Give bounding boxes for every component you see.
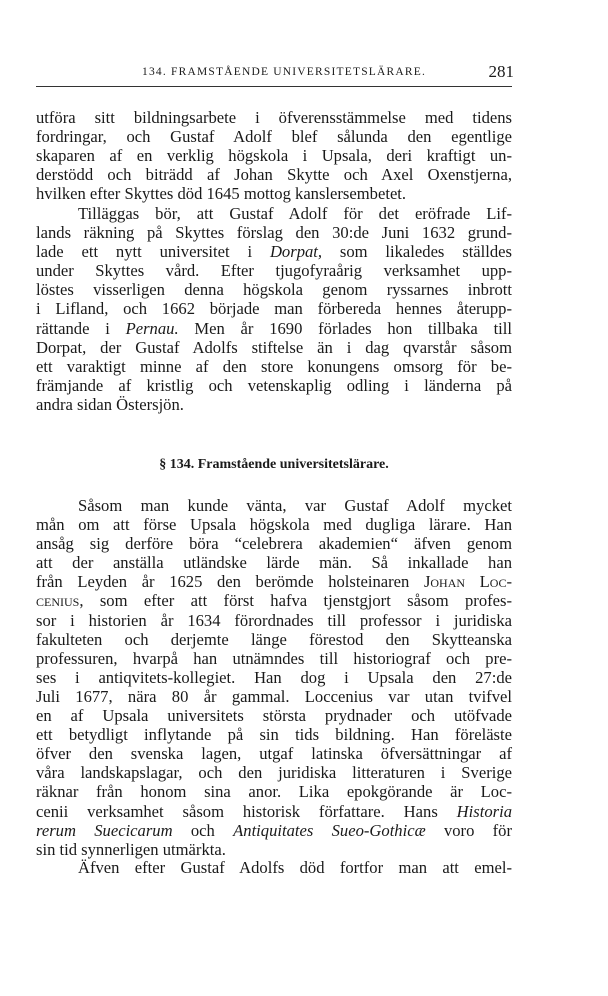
text-line: professuren, hvarpå han utnämndes till historiograf och pre- bbox=[36, 648, 512, 668]
small-caps-name: Johan Loc- bbox=[423, 572, 513, 592]
text-run: som efter att först hafva tjenstgjort såsom profes- bbox=[83, 591, 512, 611]
text-line: under Skyttes vård. Efter tjugofyraårig verksamhet upp- bbox=[36, 261, 512, 281]
section-heading: § 134. Framstående universitetslärare. bbox=[159, 457, 389, 472]
paragraph-continuation bbox=[36, 108, 512, 203]
italic-title: rerum Suecicarum bbox=[36, 820, 173, 840]
text-run: Men år 1690 förlades hon tillbaka till bbox=[178, 318, 513, 338]
text-line bbox=[36, 591, 512, 610]
text-line: främjande af kristlig och vetenskaplig odling i länderna på bbox=[36, 375, 512, 395]
paragraph-dorpat bbox=[36, 204, 512, 414]
text-line: ett varaktigt minne af den store konungens omsorg för be- bbox=[36, 356, 512, 376]
text-run: voro för bbox=[425, 820, 513, 840]
text-line bbox=[36, 242, 512, 261]
text-line: utföra sitt bildningsarbete i öfverensstämmelse med tidens bbox=[36, 108, 512, 127]
text-line: ansåg sig derföre böra “celebrera akademien“ äfven genom bbox=[36, 534, 512, 554]
text-run: lade ett nytt universitet i bbox=[36, 242, 270, 262]
text-line: Juli 1677, nära 80 år gammal. Loccenius var utan tvifvel bbox=[36, 686, 512, 706]
text-line: löstes visserligen denna högskola genom ryssarnes inbrott bbox=[36, 280, 512, 300]
text-line: räknar från honom sina anor. Lika epokgörande är Loc- bbox=[36, 782, 512, 802]
text-line: Tilläggas bör, att Gustaf Adolf för det eröfrade Lif- bbox=[78, 204, 512, 223]
text-line: andra sidan Östersjön. bbox=[36, 394, 184, 414]
text-run: och bbox=[172, 820, 234, 840]
text-line: ses i antiqvitets-kollegiet. Han dog i Upsala den 27:de bbox=[36, 667, 512, 687]
italic-title: Historia bbox=[456, 801, 512, 821]
text-line bbox=[36, 319, 512, 338]
text-run: rättande i bbox=[36, 318, 126, 338]
text-line: Dorpat, der Gustaf Adolfs stiftelse än i dag qvarstår såsom bbox=[36, 337, 512, 357]
text-line: öfver den svenska lagen, utgaf latinska öfversättningar af bbox=[36, 744, 512, 764]
text-line: Såsom man kunde vänta, var Gustaf Adolf mycket bbox=[78, 496, 512, 515]
text-line: i Lifland, och 1662 började man förbereda hennes återupp- bbox=[36, 299, 512, 319]
text-line: våra landskapslagar, och den juridiska litteraturen i Sverige bbox=[36, 763, 512, 783]
text-line: sor i historien år 1634 förordnades till professor i juridiska bbox=[36, 610, 512, 630]
text-line bbox=[36, 821, 512, 840]
text-line: hvilken efter Skyttes död 1645 mottog kanslersembetet. bbox=[36, 184, 407, 204]
text-run: som likaledes ställdes bbox=[322, 242, 513, 262]
text-line: ett betydligt inflytande på sin tids bildning. Han föreläste bbox=[36, 725, 512, 745]
text-line: sin tid synnerligen utmärkta. bbox=[36, 839, 226, 859]
text-line bbox=[36, 572, 512, 591]
italic-place-name: Dorpat, bbox=[269, 242, 323, 262]
small-caps-name: cenius, bbox=[36, 591, 84, 611]
text-line: skaparen af en verklig högskola i Upsala, deri kraftigt un- bbox=[36, 146, 512, 166]
running-head bbox=[36, 62, 512, 87]
text-line: derstödd och biträdd af Johan Skytte och Axel Oxenstjerna, bbox=[36, 165, 512, 185]
italic-title: Antiquitates Sueo-Gothicæ bbox=[233, 820, 426, 840]
text-line bbox=[36, 802, 512, 821]
text-line: Äfven efter Gustaf Adolfs död fortfor man att emel- bbox=[78, 858, 512, 877]
text-line: fordringar, och Gustaf Adolf blef sålunda den egentlige bbox=[36, 127, 512, 147]
text-line: att der anställa utländske lärde män. Så inkallade han bbox=[36, 553, 512, 573]
text-line: en af Upsala universitets största prydnader och utöfvade bbox=[36, 706, 512, 726]
running-title: 134. FRAMSTÅENDE UNIVERSITETSLÄRARE. bbox=[142, 66, 427, 78]
text-line: lands räkning på Skyttes förslag den 30:de Juni 1632 grund- bbox=[36, 223, 512, 243]
paragraph-loccenius bbox=[36, 496, 512, 859]
text-run: från Leyden år 1625 den berömde holsteinaren bbox=[36, 572, 424, 592]
page-number: 281 bbox=[488, 62, 514, 81]
text-run: cenii verksamhet såsom historisk författare. Hans bbox=[36, 801, 457, 821]
text-line: fakulteten och derjemte länge förestod den Skytteanska bbox=[36, 629, 512, 649]
text-line: mån om att förse Upsala högskola med dugliga lärare. Han bbox=[36, 515, 512, 535]
paragraph-continued bbox=[36, 858, 512, 877]
italic-place-name: Pernau. bbox=[125, 318, 179, 338]
